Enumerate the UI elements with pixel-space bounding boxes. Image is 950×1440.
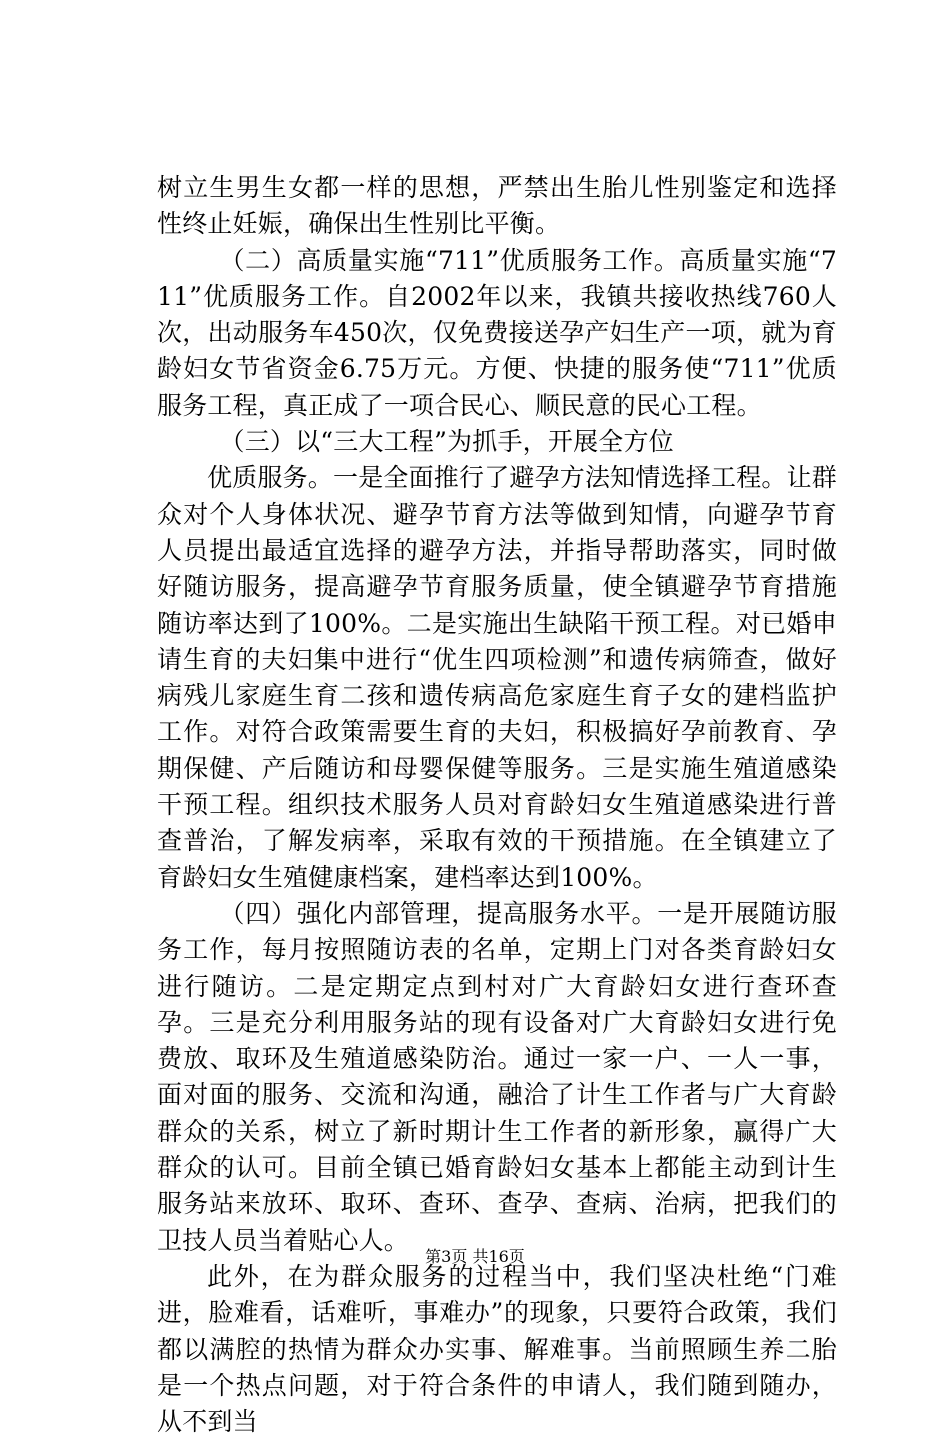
paragraph-additional: 此外，在为群众服务的过程当中，我们坚决杜绝“门难进，脸难看，话难听，事难办”的现象，只要符合政策，我们都以满腔的热情为群众办实事、解难事。当前照顾生养二胎是一个热点问题，对于符合条件的申请人，我们随到随办，从不到当 (157, 1261, 837, 1437)
paragraph-continuation: 树立生男生女都一样的思想，严禁出生胎儿性别鉴定和选择性终止妊娠，确保出生性别比平衡。 (157, 173, 837, 239)
page-number-footer: 第3页 共16页 (425, 1247, 525, 1266)
paragraph-section-3-heading: （三）以“三大工程”为抓手，开展全方位 (219, 427, 674, 457)
paragraph-section-3-body: 优质服务。一是全面推行了避孕方法知情选择工程。让群众对个人身体状况、避孕节育方法等做到知情，向避孕节育人员提出最适宜选择的避孕方法，并指导帮助落实，同时做好随访服务，提高避孕节育服务质量，使全镇避孕节育措施随访率达到了100%。二是实施出生缺陷干预工程。对已婚申请生育的夫妇集中进行“优生四项检测”和遗传病筛查，做好病残儿家庭生育二孩和遗传病高危家庭生育子女的建档监护工作。对符合政策需要生育的夫妇，积极搞好孕前教育、孕期保健、产后随访和母婴保健等服务。三是实施生殖道感染干预工程。组织技术服务人员对育龄妇女生殖道感染进行普查普治，了解发病率，采取有效的干预措施。在全镇建立了育龄妇女生殖健康档案，建档率达到100%。 (157, 463, 838, 892)
paragraph-section-2: （二）高质量实施“711”优质服务工作。高质量实施“711”优质服务工作。自2002年以来，我镇共接收热线760人次，出动服务车450次，仅免费接送孕产妇生产一项，就为育龄妇女节省资金6.75万元。方便、快捷的服务使“711”优质服务工程，真正成了一项合民心、顺民意的民心工程。 (157, 245, 837, 420)
paragraph-section-4: （四）强化内部管理，提高服务水平。一是开展随访服务工作，每月按照随访表的名单，定期上门对各类育龄妇女进行随访。二是定期定点到村对广大育龄妇女进行查环查孕。三是充分利用服务站的现有设备对广大育龄妇女进行免费放、取环及生殖道感染防治。通过一家一户、一人一事，面对面的服务、交流和沟通，融洽了计生工作者与广大育龄群众的关系，树立了新时期计生工作者的新形象，赢得广大群众的认可。目前全镇已婚育龄妇女基本上都能主动到计生服务站来放环、取环、查环、查孕、查病、治病，把我们的卫技人员当着贴心人。 (157, 898, 837, 1255)
